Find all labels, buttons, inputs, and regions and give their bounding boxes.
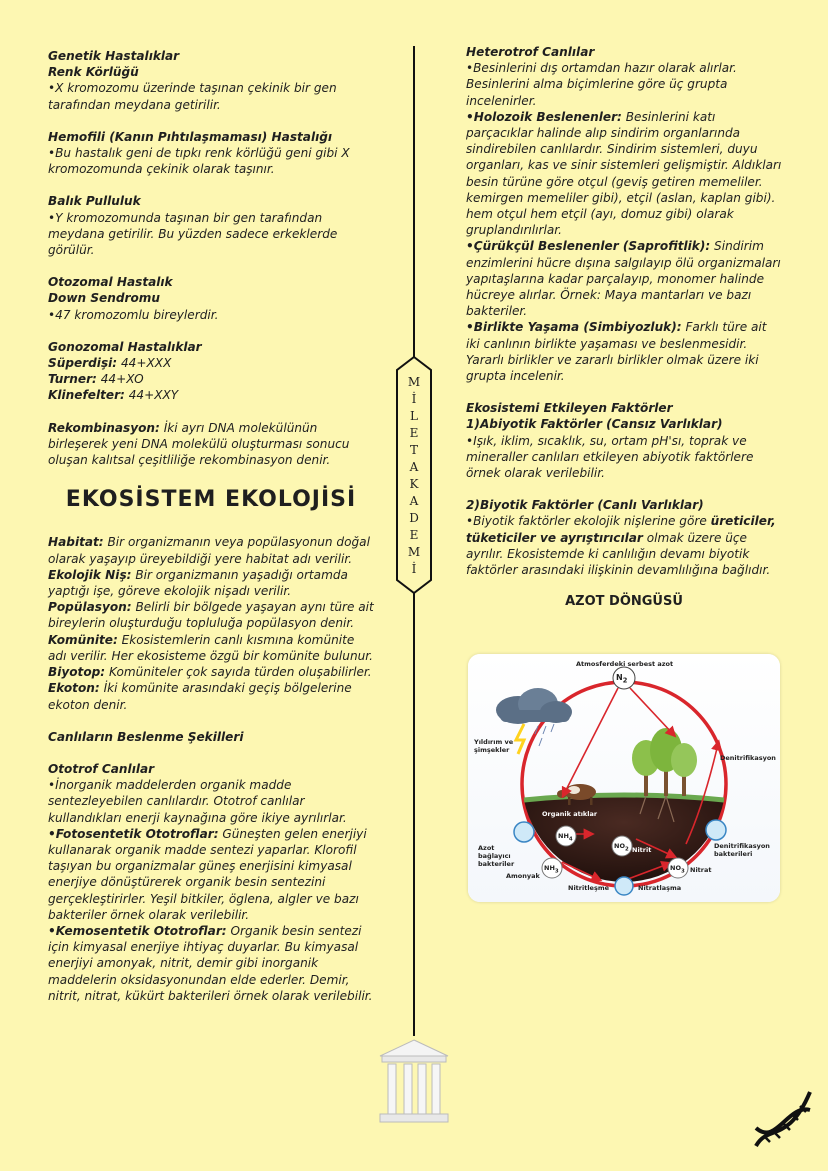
term-label: Rekombinasyon: [48,420,160,435]
nitrogen-fixing-label: Azot bağlayıcı bakteriler [478,844,515,868]
temple-icon [378,1036,450,1126]
brand-letter: E [409,426,419,440]
heading: Gonozomal Hastalıklar [48,339,202,354]
brand-letter: İ [411,392,417,406]
gonosomal-block [48,339,374,404]
autosomal-block [48,274,374,323]
photosynthetic-item: •Fotosentetik Ototroflar: Güneşten gelen enerjiyi kullanarak organik madde sentezi yaparlar. Klorofil taşıyan bu organizmalar güneş enerjisini kimyasal enerjiye dönüştürerek organik besin sentezini gerçekleştirirler. Yeşil bitkiler, öglena, algler ve bazı bakteriler örnek olarak verilebilir. [48,826,367,922]
brand-letter: M [407,545,421,559]
definitions-block [48,534,374,712]
brand-letter: İ [411,562,417,576]
organic-waste-label: Organik atıklar [542,810,598,818]
bacteria-icon [706,820,726,840]
right-column [466,44,782,611]
hemophilia-block [48,129,374,178]
definition-item: Ekolojik Niş: Bir organizmanın yaşadığı ortamda yaptığı işe, göreve ekolojik nişadı verilir. [48,567,348,599]
brand-name-vertical [396,374,432,578]
gonosomal-item: Klinefelter: 44+XXY [48,388,179,403]
holozoic-item: •Holozoik Beslenenler: Besinlerini katı parçacıklar halinde alıp sindirim organlarında sindirebilen canlılardır. Sindirim sistemleri, duyu organları, kas ve sinir sistemleri gelişmiştir. Aldıkları besin türüne göre otçul (geviş getiren memeliler. kemirgen memeliler gibi), etçil (aslan, kaplan gibi). hem otçul hem etçil (ayı, domuz gibi) olarak gruplandırılırlar. [466,109,782,238]
heading: Hemofili (Kanın Pıhtılaşmaması) Hastalığı [48,129,333,144]
heading: Ototrof Canlılar [48,761,155,776]
no2-label: $NO_2$ [614,842,629,853]
symbiosis-item: •Birlikte Yaşama (Simbiyozluk): Farklı türe ait iki canlının birlikte yaşaması ve beslenmesidir. Yararlı birlikler ve zararlı birlikler olmak üzere iki grupta incelenir. [466,320,767,384]
paragraph: •X kromozomu üzerinde taşınan çekinik bir gen tarafından meydana getirilir. [48,81,337,112]
nitratification-label: Nitratlaşma [638,884,682,892]
heterotroph-block [466,44,782,384]
recombination-block [48,420,374,469]
paragraph: •Bu hastalık geni de tıpkı renk körlüğü geni gibi X kromozomunda çekinik olarak taşınır. [48,146,350,177]
subheading: Down Sendromu [48,291,161,306]
heading: Canlıların Beslenme Şekilleri [48,729,244,744]
brand-letter: A [409,460,419,474]
chemosynthetic-item: •Kemosentetik Ototroflar: Organik besin sentezi için kimyasal enerjiye ihtiyaç duyarlar. Bu kimyasal enerjiyi amonyak, nitrit, demir gibi inorganik maddelerin oksidasyonundan elde ederler. Demir, nitrit, nitrat, kükürt bakterileri örnek olarak verilebilir. [48,923,373,1003]
paragraph: •Y kromozomunda taşınan bir gen tarafından meydana getirilir. Bu yüzden sadece erkeklerde görülür. [48,210,338,258]
heading: Heterotrof Canlılar [466,45,595,59]
nh3-label: $NH_3$ [544,864,559,875]
denitrification-label: Denitrifikasyon [720,754,776,762]
saprophytic-item: •Çürükçül Beslenenler (Saprofitlik): Sindirim enzimlerini hücre dışına salgılayıp ölü organizmaları yapıtaşlarına kadar parçalayıp, monomer halinde hücreye alırlar. Örnek: Maya mantarları ve bazı bakteriler. [466,239,781,319]
genetic-diseases-block [48,48,374,113]
paragraph: •İnorganik maddelerden organik madde sentezleyebilen canlılardır. Ototrof canlılar kullandıkları enerji kaynağına göre ikiye ayrılırlar. [48,778,347,825]
definition-item: Komünite: Ekosistemlerin canlı kısmına komünite adı verilir. Her ekosisteme özgü bir komünite bulunur. [48,632,373,663]
nitrogen-cycle-diagram [468,654,780,902]
paragraph: •47 kromozomlu bireylerdir. [48,307,219,322]
biotic-block [466,497,782,578]
subheading: 1)Abiyotik Faktörler (Cansız Varlıklar) [466,417,723,432]
brand-letter: M [407,375,421,389]
bacteria-icon [615,877,633,895]
nitrite-label: Nitrit [632,846,652,854]
brand-letter: A [409,494,419,508]
subheading: 2)Biyotik Faktörler (Canlı Varlıklar) [466,498,704,513]
definition-item: Habitat: Bir organizmanın veya popülasyonun doğal olarak yaşayıp üreyebildiği yere habitat adı verilir. [48,535,370,566]
lightning-label: Yıldırım ve şimşekler [474,738,514,754]
definition-item: Biyotop: Komüniteler çok sayıda türden oluşabilirler. [48,665,372,680]
nitrogen-cycle-title: AZOT DÖNGÜSÜ [565,594,683,610]
brand-badge [396,356,432,594]
heading: Balık Pulluluk [48,194,141,209]
heading: Otozomal Hastalık [48,275,173,290]
paragraph: •Biyotik faktörler ekolojik nişlerine göre üreticiler, tüketiciler ve ayrıştırıcılar olmak üzere üçe ayrılır. Ekosistemde ki canlılığın devamı biyotik faktörler arasındaki ilişkinin devamlılığına bağlıdır. [466,514,776,578]
gonosomal-item: Turner: 44+XO [48,372,144,387]
brand-letter: E [409,528,419,542]
autotroph-block [48,761,374,1004]
brand-letter: K [409,477,419,491]
fish-scale-block [48,193,374,258]
factors-block [466,400,782,481]
gonosomal-item: Süperdişi: 44+XXX [48,356,172,371]
heading: Ekosistemi Etkileyen Faktörler [466,401,673,416]
heading: Genetik Hastalıklar [48,49,180,63]
left-column [48,48,374,1020]
feeding-title-block [48,729,374,745]
paragraph: •Işık, iklim, sıcaklık, su, ortam pH'sı, toprak ve mineraller canlıları etkileyen abiyotik faktörlere örnek olarak verilebilir. [466,433,754,481]
no3-label: $NO_3$ [670,864,685,875]
definition-item: Ekoton: İki komünite arasındaki geçiş bölgelerine ekoton denir. [48,681,352,712]
nh4-label: $NH_4$ [558,832,573,843]
subheading: Renk Körlüğü [48,65,139,80]
brand-letter: T [409,443,418,457]
dna-icon [748,1084,818,1154]
denitrifying-bacteria-label: Denitrifikasyon bakterileri [714,842,770,858]
n2-label: $N_2$ [616,673,628,685]
paragraph: •Besinlerini dış ortamdan hazır olarak alırlar. Besinlerini alma biçimlerine göre üç grupta incelenirler. [466,61,737,108]
nitrate-label: Nitrat [690,866,712,874]
atmosphere-label: Atmosferdeki serbest azot [576,660,674,668]
nitrification-label: Nitritleşme [568,884,610,892]
brand-letter: L [410,409,418,423]
paragraph: İki ayrı DNA molekülünün birleşerek yeni DNA molekülü oluşturması sonucu oluşan kalıtsal çeşitliliğe rekombinasyon denir. [48,420,350,468]
section-title: EKOSİSTEM EKOLOJİSİ [65,487,357,513]
definition-item: Popülasyon: Belirli bir bölgede yaşayan aynı türe ait bireylerin oluşturduğu topluluğa popülasyon denir. [48,600,374,631]
ammonia-label: Amonyak [506,872,540,880]
brand-letter: D [409,511,419,525]
bacteria-icon [514,822,534,842]
